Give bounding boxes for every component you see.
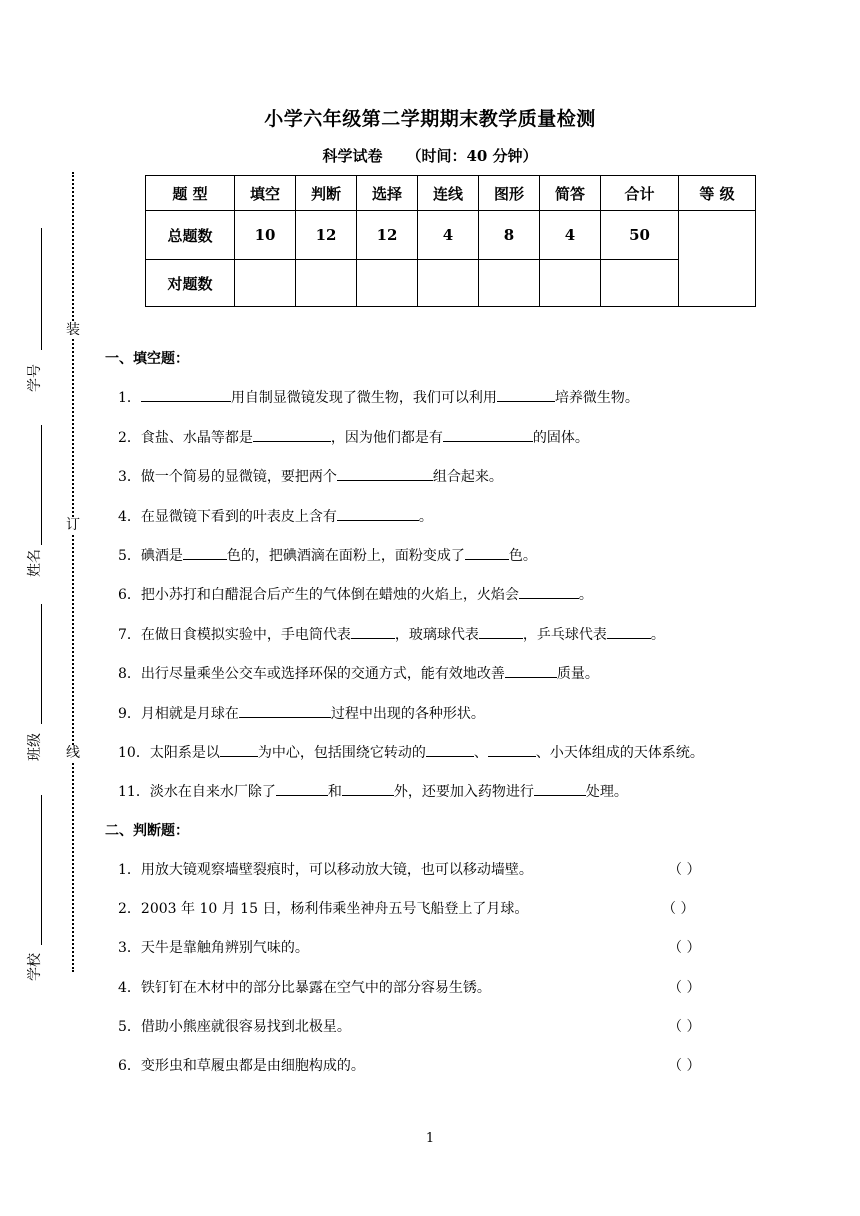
binding-dotted-line <box>72 172 74 972</box>
answer-blank[interactable] <box>505 663 557 678</box>
section-fill-in-heading: 一、填空题： <box>105 351 189 367</box>
answer-blank[interactable] <box>488 742 536 757</box>
binding-char-xian: 线 <box>66 745 80 761</box>
fill-question: 8．出行尽量乘坐公交车或选择环保的交通方式，能有效地改善 质量。 <box>118 663 599 683</box>
answer-blank[interactable] <box>351 624 395 639</box>
fill-question: 9．月相就是月球在 过程中出现的各种形状。 <box>118 703 485 723</box>
class-label: 班级 <box>27 733 43 761</box>
answer-blank[interactable] <box>479 624 523 639</box>
correct-cell[interactable] <box>479 260 540 307</box>
answer-blank[interactable] <box>183 545 227 560</box>
answer-blank[interactable] <box>253 427 331 442</box>
answer-blank[interactable] <box>342 781 394 796</box>
fill-question: 1． 用自制显微镜发现了微生物，我们可以利用 培养微生物。 <box>118 387 639 407</box>
answer-blank[interactable] <box>239 703 331 718</box>
total-cell: 10 <box>235 211 296 260</box>
school-line[interactable] <box>41 795 42 945</box>
correct-cell[interactable] <box>601 260 679 307</box>
answer-blank[interactable] <box>220 742 258 757</box>
header-cell: 连线 <box>418 176 479 211</box>
header-cell: 选择 <box>357 176 418 211</box>
total-cell: 8 <box>479 211 540 260</box>
section-true-false-heading: 二、判断题： <box>105 823 189 839</box>
total-cell: 4 <box>540 211 601 260</box>
header-cell: 简答 <box>540 176 601 211</box>
fill-question: 6．把小苏打和白醋混合后产生的气体倒在蜡烛的火焰上，火焰会 。 <box>118 584 593 604</box>
answer-paren[interactable]: （ ） <box>662 901 695 917</box>
total-label-cell: 总题数 <box>146 211 235 260</box>
correct-cell[interactable] <box>357 260 418 307</box>
answer-blank[interactable] <box>519 584 579 599</box>
total-cell: 4 <box>418 211 479 260</box>
answer-blank[interactable] <box>141 387 231 402</box>
header-cell: 判断 <box>296 176 357 211</box>
header-cell: 题 型 <box>146 176 235 211</box>
total-cell: 12 <box>296 211 357 260</box>
header-cell: 图形 <box>479 176 540 211</box>
answer-paren[interactable]: （ ） <box>668 980 701 996</box>
student-id-label: 学号 <box>27 364 43 392</box>
name-line[interactable] <box>41 425 42 545</box>
fill-question: 7．在做日食模拟实验中，手电筒代表 ，玻璃球代表 ，乒乓球代表 。 <box>118 624 665 644</box>
correct-cell[interactable] <box>540 260 601 307</box>
fill-question: 5．碘酒是 色的，把碘酒滴在面粉上，面粉变成了 色。 <box>118 545 537 565</box>
fill-question: 2．食盐、水晶等都是 ，因为他们都是有 的固体。 <box>118 427 589 447</box>
correct-label-cell: 对题数 <box>146 260 235 307</box>
answer-blank[interactable] <box>337 466 433 481</box>
fill-question: 11．淡水在自来水厂除了 和 外，还要加入药物进行 处理。 <box>118 781 628 801</box>
judge-question: 4．铁钉钉在木材中的部分比暴露在空气中的部分容易生锈。 <box>118 980 491 996</box>
answer-paren[interactable]: （ ） <box>668 1058 701 1074</box>
judge-question: 6．变形虫和草履虫都是由细胞构成的。 <box>118 1058 365 1074</box>
judge-question: 2．2003 年 10 月 15 日，杨利伟乘坐神舟五号飞船登上了月球。 <box>118 901 529 917</box>
answer-blank[interactable] <box>534 781 586 796</box>
judge-question: 5．借助小熊座就很容易找到北极星。 <box>118 1019 351 1035</box>
name-label: 姓名 <box>27 549 43 577</box>
judge-question: 1．用放大镜观察墙壁裂痕时，可以移动放大镜，也可以移动墙壁。 <box>118 862 533 878</box>
time-label: （时间：40 分钟） <box>406 147 538 165</box>
binding-char-ding: 订 <box>66 517 80 533</box>
judge-question: 3．天牛是靠触角辨别气味的。 <box>118 940 309 956</box>
answer-blank[interactable] <box>497 387 555 402</box>
answer-paren[interactable]: （ ） <box>668 940 701 956</box>
fill-question: 10．太阳系是以 为中心，包括围绕它转动的 、 、小天体组成的天体系统。 <box>118 742 704 762</box>
school-label: 学校 <box>27 953 43 981</box>
total-cell: 12 <box>357 211 418 260</box>
answer-paren[interactable]: （ ） <box>668 862 701 878</box>
correct-cell[interactable] <box>418 260 479 307</box>
header-cell: 等 级 <box>679 176 756 211</box>
answer-blank[interactable] <box>465 545 509 560</box>
answer-blank[interactable] <box>607 624 651 639</box>
page-number: 1 <box>425 1131 435 1146</box>
correct-cell[interactable] <box>296 260 357 307</box>
answer-blank[interactable] <box>276 781 328 796</box>
correct-cell[interactable] <box>235 260 296 307</box>
answer-blank[interactable] <box>337 506 419 521</box>
subject-label: 科学试卷 <box>322 147 383 165</box>
binding-char-zhuang: 装 <box>66 322 80 338</box>
exam-title: 小学六年级第二学期期末教学质量检测 <box>264 108 596 130</box>
answer-paren[interactable]: （ ） <box>668 1019 701 1035</box>
exam-subtitle <box>0 145 860 166</box>
score-table <box>145 175 756 307</box>
answer-blank[interactable] <box>443 427 533 442</box>
total-cell: 50 <box>601 211 679 260</box>
answer-blank[interactable] <box>426 742 474 757</box>
header-cell: 合计 <box>601 176 679 211</box>
fill-question: 3．做一个简易的显微镜，要把两个 组合起来。 <box>118 466 503 486</box>
header-cell: 填空 <box>235 176 296 211</box>
class-line[interactable] <box>41 604 42 724</box>
grade-cell[interactable] <box>679 211 756 307</box>
student-id-line[interactable] <box>41 228 42 350</box>
fill-question: 4．在显微镜下看到的叶表皮上含有 。 <box>118 506 433 526</box>
